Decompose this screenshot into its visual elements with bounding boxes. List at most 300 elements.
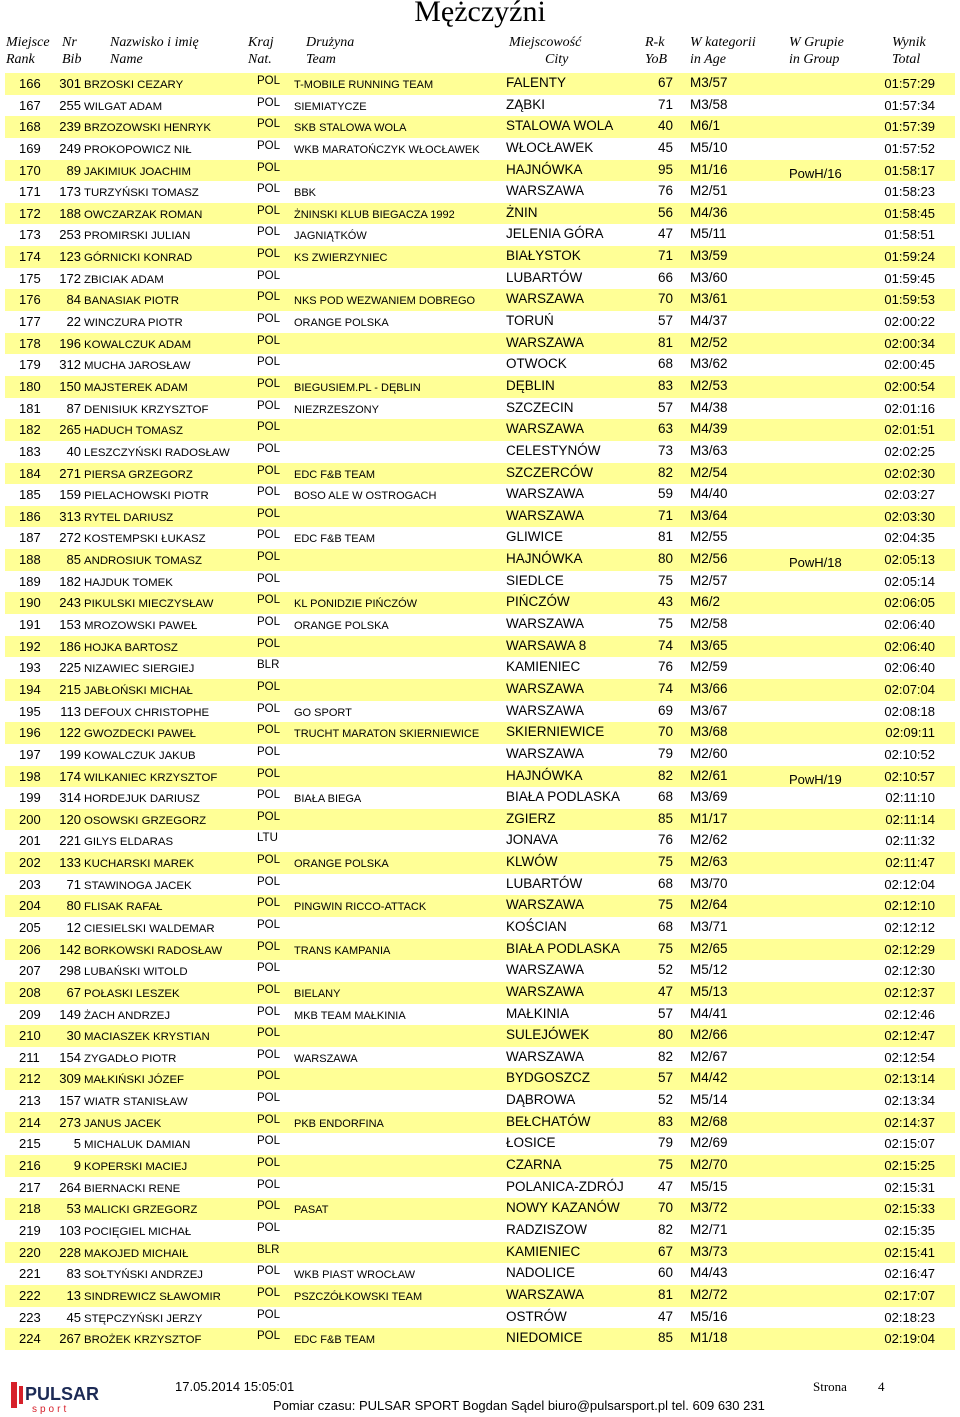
bib-cell: 142 <box>59 941 81 957</box>
table-row <box>5 333 955 355</box>
bib-cell: 173 <box>59 184 81 200</box>
header-rank-en: Rank <box>6 52 35 67</box>
total-cell: 02:11:14 <box>885 811 935 827</box>
category-cell: M2/68 <box>690 1113 728 1129</box>
bib-cell: 84 <box>66 292 81 308</box>
pulsar-sport-logo <box>10 1376 110 1414</box>
rank-cell: 196 <box>19 725 41 741</box>
table-row <box>5 224 955 246</box>
name-cell: STAWINOGA JACEK <box>84 879 192 892</box>
category-cell: M3/70 <box>690 875 728 891</box>
name-cell: DENISIUK KRZYSZTOF <box>84 403 209 416</box>
bib-cell: 272 <box>59 530 81 546</box>
name-cell: ZYGADŁO PIOTR <box>84 1052 177 1065</box>
footer-page-number: 4 <box>878 1379 885 1394</box>
table-row <box>5 1133 955 1155</box>
total-cell: 02:11:32 <box>885 833 935 849</box>
header-group <box>789 34 844 68</box>
bib-cell: 22 <box>66 314 81 330</box>
nat-cell: POL <box>257 810 281 823</box>
table-row <box>5 1177 955 1199</box>
rank-cell: 208 <box>19 984 41 1000</box>
name-cell: SINDREWICZ SŁAWOMIR <box>84 1290 221 1303</box>
name-cell: PIELACHOWSKI PIOTR <box>84 490 209 503</box>
bib-cell: 9 <box>73 1158 81 1174</box>
page-footer <box>0 1370 960 1417</box>
total-cell: 02:12:10 <box>884 898 935 914</box>
nat-cell: POL <box>257 226 281 239</box>
city-cell: KAMIENIEC <box>506 659 581 675</box>
team-cell: PSZCZÓŁKOWSKI TEAM <box>294 1290 423 1303</box>
logo-subtitle: sport <box>32 1404 70 1414</box>
city-cell: RADZISZOW <box>506 1221 587 1237</box>
bib-cell: 103 <box>59 1222 81 1238</box>
table-row <box>5 289 955 311</box>
nat-cell: POL <box>257 421 281 434</box>
table-row <box>5 116 955 138</box>
city-cell: NOWY KAZANÓW <box>506 1200 620 1216</box>
category-cell: M2/66 <box>690 1027 728 1043</box>
yob-cell: 85 <box>657 810 673 826</box>
yob-cell: 68 <box>657 875 673 891</box>
city-cell: OTWOCK <box>506 356 567 372</box>
category-cell: M3/64 <box>690 507 728 523</box>
nat-cell: POL <box>257 1135 281 1148</box>
nat-cell: POL <box>257 789 281 802</box>
name-cell: MUCHA JAROSŁAW <box>84 360 191 373</box>
rank-cell: 220 <box>19 1244 41 1260</box>
nat-cell: POL <box>257 139 281 152</box>
rank-cell: 183 <box>19 443 41 459</box>
name-cell: WIATR STANISŁAW <box>84 1096 188 1109</box>
table-row <box>5 1198 955 1220</box>
header-bib-en: Bib <box>62 52 82 67</box>
bib-cell: 123 <box>59 249 81 265</box>
name-cell: KOWALCZUK ADAM <box>84 338 192 351</box>
bib-cell: 228 <box>59 1244 81 1260</box>
header-nat-en: Nat. <box>248 52 272 67</box>
total-cell: 01:57:29 <box>884 76 935 91</box>
city-cell: JELENIA GÓRA <box>506 226 604 242</box>
table-row <box>5 1220 955 1242</box>
name-cell: PIERSA GRZEGORZ <box>84 468 193 481</box>
table-row <box>5 73 955 95</box>
rank-cell: 222 <box>19 1287 41 1303</box>
total-cell: 02:17:07 <box>884 1287 935 1303</box>
category-cell: M3/60 <box>690 269 728 285</box>
rank-cell: 209 <box>19 1006 41 1022</box>
total-cell: 01:59:53 <box>884 292 935 308</box>
total-cell: 02:05:14 <box>884 573 935 589</box>
total-cell: 02:15:35 <box>884 1222 935 1238</box>
table-row <box>5 852 955 874</box>
table-row <box>5 809 955 831</box>
nat-cell: POL <box>257 1070 281 1083</box>
name-cell: PIKULSKI MIECZYSŁAW <box>84 598 214 611</box>
team-cell: MKB TEAM MAŁKINIA <box>294 1009 406 1022</box>
category-cell: M3/68 <box>690 724 728 740</box>
table-row <box>5 1307 955 1329</box>
table-row <box>5 246 955 268</box>
yob-cell: 95 <box>657 161 673 177</box>
bib-cell: 174 <box>59 768 81 784</box>
category-cell: M2/70 <box>690 1157 728 1173</box>
nat-cell: POL <box>257 637 281 650</box>
yob-cell: 40 <box>657 118 673 134</box>
bib-cell: 159 <box>59 487 81 503</box>
team-cell: NIEZRZESZONY <box>294 403 379 416</box>
yob-cell: 75 <box>657 1157 673 1173</box>
rank-cell: 182 <box>19 422 41 438</box>
city-cell: WARSAWA 8 <box>506 637 587 653</box>
rank-cell: 205 <box>19 919 41 935</box>
yob-cell: 66 <box>657 269 673 285</box>
total-cell: 02:04:35 <box>884 530 935 546</box>
nat-cell: POL <box>257 1092 281 1105</box>
category-cell: M2/55 <box>690 529 728 545</box>
team-cell: TRANS KAMPANIA <box>294 944 391 957</box>
yob-cell: 82 <box>657 767 673 783</box>
rank-cell: 185 <box>19 487 41 503</box>
table-row <box>5 1047 955 1069</box>
category-cell: M1/16 <box>690 161 728 177</box>
category-cell: M2/63 <box>690 854 728 870</box>
bib-cell: 5 <box>73 1136 81 1152</box>
category-cell: M5/13 <box>690 983 728 999</box>
city-cell: WARSZAWA <box>506 680 584 696</box>
rank-cell: 211 <box>19 1049 40 1065</box>
bib-cell: 312 <box>59 357 81 373</box>
city-cell: WARSZAWA <box>506 702 584 718</box>
category-cell: M4/41 <box>690 1005 728 1021</box>
rank-cell: 178 <box>19 335 41 351</box>
yob-cell: 82 <box>657 464 673 480</box>
city-cell: KAMIENIEC <box>506 1243 581 1259</box>
yob-cell: 68 <box>657 356 673 372</box>
yob-cell: 45 <box>657 139 673 155</box>
yob-cell: 52 <box>657 1092 673 1108</box>
name-cell: FLISAK RAFAŁ <box>84 901 163 914</box>
rank-cell: 172 <box>19 205 41 221</box>
header-name <box>110 34 199 68</box>
name-cell: STĘPCZYŃSKI JERZY <box>84 1312 203 1325</box>
yob-cell: 80 <box>657 551 673 567</box>
rank-cell: 210 <box>19 1028 41 1044</box>
table-row <box>5 311 955 333</box>
yob-cell: 76 <box>657 659 673 675</box>
category-cell: M3/57 <box>690 75 728 90</box>
total-cell: 02:06:40 <box>884 638 935 654</box>
yob-cell: 71 <box>657 507 673 523</box>
rank-cell: 167 <box>19 97 41 113</box>
rank-cell: 173 <box>19 227 41 243</box>
header-name-pl: Nazwisko i imię <box>110 35 199 50</box>
table-row <box>5 463 955 485</box>
yob-cell: 47 <box>657 983 673 999</box>
city-cell: SZCZERCÓW <box>506 464 593 480</box>
bib-cell: 80 <box>66 898 81 914</box>
city-cell: TORUŃ <box>506 313 554 329</box>
category-cell: M4/37 <box>690 313 728 329</box>
bib-cell: 13 <box>66 1287 81 1303</box>
total-cell: 02:12:54 <box>884 1049 935 1065</box>
page-title: Mężczyźni <box>414 0 546 28</box>
yob-cell: 67 <box>657 75 673 90</box>
rank-cell: 186 <box>19 508 41 524</box>
table-row <box>5 1004 955 1026</box>
table-row <box>5 268 955 290</box>
city-cell: BIAŁA PODLASKA <box>506 940 621 956</box>
bib-cell: 71 <box>66 876 81 892</box>
rank-cell: 202 <box>19 855 41 871</box>
total-cell: 02:12:30 <box>884 963 935 979</box>
city-cell: MAŁKINIA <box>506 1005 570 1021</box>
yob-cell: 81 <box>657 334 673 350</box>
nat-cell: POL <box>257 918 281 931</box>
nat-cell: POL <box>257 313 281 326</box>
category-cell: M1/18 <box>690 1330 728 1346</box>
bib-cell: 199 <box>59 746 81 762</box>
yob-cell: 74 <box>657 680 673 696</box>
nat-cell: POL <box>257 399 281 412</box>
table-row <box>5 549 955 571</box>
yob-cell: 60 <box>657 1265 673 1281</box>
city-cell: KOŚCIAN <box>506 918 567 934</box>
nat-cell: POL <box>257 551 281 564</box>
category-cell: M5/16 <box>690 1308 728 1324</box>
rank-cell: 170 <box>19 162 41 178</box>
nat-cell: POL <box>257 854 281 867</box>
rank-cell: 204 <box>19 898 41 914</box>
name-cell: MROZOWSKI PAWEŁ <box>84 620 198 633</box>
name-cell: KOPERSKI MACIEJ <box>84 1161 188 1174</box>
rank-cell: 199 <box>19 790 41 806</box>
category-cell: M2/57 <box>690 572 728 588</box>
team-cell: EDC F&B TEAM <box>294 1334 376 1347</box>
bib-cell: 313 <box>59 508 81 524</box>
table-row <box>5 895 955 917</box>
city-cell: ŻNIN <box>506 204 538 220</box>
rank-cell: 212 <box>19 1071 41 1087</box>
header-cat <box>690 34 756 68</box>
table-row <box>5 679 955 701</box>
table-row <box>5 1328 955 1350</box>
bib-cell: 172 <box>59 270 81 286</box>
nat-cell: POL <box>257 1330 281 1343</box>
footer-page-label: Strona <box>813 1379 847 1394</box>
name-cell: POCIĘGIEL MICHAŁ <box>84 1225 192 1238</box>
bib-cell: 87 <box>66 400 81 416</box>
nat-cell: POL <box>257 464 281 477</box>
bib-cell: 40 <box>66 443 81 459</box>
table-row <box>5 701 955 723</box>
city-cell: SZCZECIN <box>506 399 574 415</box>
nat-cell: POL <box>257 442 281 455</box>
header-group-en: in Group <box>789 52 840 67</box>
bib-cell: 53 <box>66 1201 81 1217</box>
yob-cell: 69 <box>657 702 673 718</box>
nat-cell: POL <box>257 75 281 87</box>
group-cell: PowH/16 <box>789 165 842 181</box>
nat-cell: POL <box>257 486 281 499</box>
category-cell: M5/10 <box>690 139 728 155</box>
bib-cell: 182 <box>59 573 81 589</box>
city-cell: NADOLICE <box>506 1265 576 1281</box>
yob-cell: 76 <box>657 832 673 848</box>
category-cell: M2/64 <box>690 897 728 913</box>
name-cell: GÓRNICKI KONRAD <box>84 252 193 265</box>
nat-cell: POL <box>257 702 281 715</box>
yob-cell: 74 <box>657 637 673 653</box>
rank-cell: 206 <box>19 941 41 957</box>
nat-cell: POL <box>257 724 281 737</box>
name-cell: ZBICIAK ADAM <box>84 273 164 286</box>
bib-cell: 122 <box>59 725 81 741</box>
yob-cell: 82 <box>657 1221 673 1237</box>
nat-cell: POL <box>257 1200 281 1213</box>
name-cell: CIESIELSKI WALDEMAR <box>84 922 215 935</box>
team-cell: EDC F&B TEAM <box>294 468 376 481</box>
nat-cell: POL <box>257 204 281 217</box>
total-cell: 02:00:22 <box>884 314 935 330</box>
bib-cell: 120 <box>59 811 81 827</box>
name-cell: HAJDUK TOMEK <box>84 576 173 589</box>
team-cell: T-MOBILE RUNNING TEAM <box>294 79 434 91</box>
table-row <box>5 506 955 528</box>
bib-cell: 30 <box>66 1028 81 1044</box>
category-cell: M2/72 <box>690 1286 728 1302</box>
rank-cell: 216 <box>19 1158 41 1174</box>
city-cell: BYDGOSZCZ <box>506 1070 591 1086</box>
team-cell: WARSZAWA <box>294 1052 358 1065</box>
bib-cell: 89 <box>66 162 81 178</box>
total-cell: 02:11:10 <box>885 790 935 806</box>
bib-cell: 225 <box>59 660 81 676</box>
city-cell: PIŃCZÓW <box>506 594 570 610</box>
total-cell: 02:01:51 <box>884 422 935 438</box>
name-cell: JAKIMIUK JOACHIM <box>84 165 191 178</box>
total-cell: 02:12:12 <box>884 919 935 935</box>
city-cell: BIAŁA PODLASKA <box>506 789 621 805</box>
total-cell: 02:15:07 <box>884 1136 935 1152</box>
total-cell: 02:10:52 <box>884 746 935 762</box>
table-row <box>5 1090 955 1112</box>
total-cell: 02:02:30 <box>884 465 935 481</box>
team-cell: BBK <box>294 187 317 200</box>
category-cell: M2/71 <box>690 1221 728 1237</box>
team-cell: BOSO ALE W OSTROGACH <box>294 490 437 503</box>
name-cell: MAKOJED MICHAIŁ <box>84 1247 189 1260</box>
bib-cell: 273 <box>59 1114 81 1130</box>
bib-cell: 253 <box>59 227 81 243</box>
category-cell: M2/60 <box>690 745 728 761</box>
category-cell: M3/61 <box>690 291 728 307</box>
category-cell: M3/65 <box>690 637 728 653</box>
bib-cell: 85 <box>66 552 81 568</box>
name-cell: NIZAWIEC SIERGIEJ <box>84 663 195 676</box>
total-cell: 02:12:46 <box>884 1006 935 1022</box>
yob-cell: 75 <box>657 897 673 913</box>
total-cell: 02:12:47 <box>884 1028 935 1044</box>
table-row <box>5 376 955 398</box>
bib-cell: 301 <box>59 76 81 91</box>
total-cell: 01:58:45 <box>884 205 935 221</box>
yob-cell: 71 <box>657 96 673 112</box>
table-row <box>5 527 955 549</box>
city-cell: WARSZAWA <box>506 334 584 350</box>
total-cell: 01:59:45 <box>884 270 935 286</box>
name-cell: SOŁTYŃSKI ANDRZEJ <box>84 1269 203 1282</box>
total-cell: 02:00:34 <box>884 335 935 351</box>
name-cell: LESZCZYŃSKI RADOSŁAW <box>84 446 230 459</box>
bib-cell: 267 <box>59 1331 81 1347</box>
rank-cell: 175 <box>19 270 41 286</box>
yob-cell: 75 <box>657 854 673 870</box>
name-cell: JABŁOŃSKI MICHAŁ <box>84 684 193 697</box>
city-cell: SKIERNIEWICE <box>506 724 605 740</box>
rank-cell: 203 <box>19 876 41 892</box>
header-city <box>509 34 581 68</box>
yob-cell: 70 <box>657 1200 673 1216</box>
header-cat-en: in Age <box>690 52 726 67</box>
nat-cell: POL <box>257 983 281 996</box>
nat-cell: POL <box>257 1308 281 1321</box>
rank-cell: 217 <box>19 1179 41 1195</box>
total-cell: 02:19:04 <box>884 1331 935 1347</box>
yob-cell: 82 <box>657 1048 673 1064</box>
nat-cell: POL <box>257 680 281 693</box>
category-cell: M3/66 <box>690 680 728 696</box>
yob-cell: 70 <box>657 724 673 740</box>
city-cell: HAJNÓWKA <box>506 551 583 567</box>
bib-cell: 150 <box>59 378 81 394</box>
header-team-en: Team <box>306 52 336 67</box>
total-cell: 02:02:25 <box>884 443 935 459</box>
table-row <box>5 960 955 982</box>
yob-cell: 79 <box>657 745 673 761</box>
name-cell: MACIASZEK KRYSTIAN <box>84 1031 210 1044</box>
category-cell: M5/12 <box>690 962 728 978</box>
rank-cell: 218 <box>19 1201 41 1217</box>
table-row <box>5 874 955 896</box>
header-team <box>306 34 354 68</box>
category-cell: M2/62 <box>690 832 728 848</box>
rank-cell: 200 <box>19 811 41 827</box>
team-cell: ORANGE POLSKA <box>294 620 389 633</box>
category-cell: M4/38 <box>690 399 728 415</box>
header-name-en: Name <box>110 52 143 67</box>
city-cell: OSTRÓW <box>506 1308 567 1324</box>
city-cell: WARSZAWA <box>506 507 584 523</box>
total-cell: 02:09:11 <box>885 725 935 741</box>
rank-cell: 195 <box>19 703 41 719</box>
rank-cell: 180 <box>19 378 41 394</box>
name-cell: MICHALUK DAMIAN <box>84 1139 191 1152</box>
category-cell: M3/69 <box>690 789 728 805</box>
category-cell: M4/39 <box>690 421 728 437</box>
yob-cell: 81 <box>657 1286 673 1302</box>
bib-cell: 45 <box>66 1309 81 1325</box>
rank-cell: 187 <box>19 530 41 546</box>
total-cell: 02:01:16 <box>884 400 935 416</box>
category-cell: M2/51 <box>690 183 728 199</box>
team-cell: TRUCHT MARATON SKIERNIEWICE <box>294 728 480 741</box>
bib-cell: 239 <box>59 119 81 135</box>
table-row <box>5 95 955 117</box>
yob-cell: 75 <box>657 616 673 632</box>
total-cell: 02:06:40 <box>884 617 935 633</box>
yob-cell: 70 <box>657 291 673 307</box>
